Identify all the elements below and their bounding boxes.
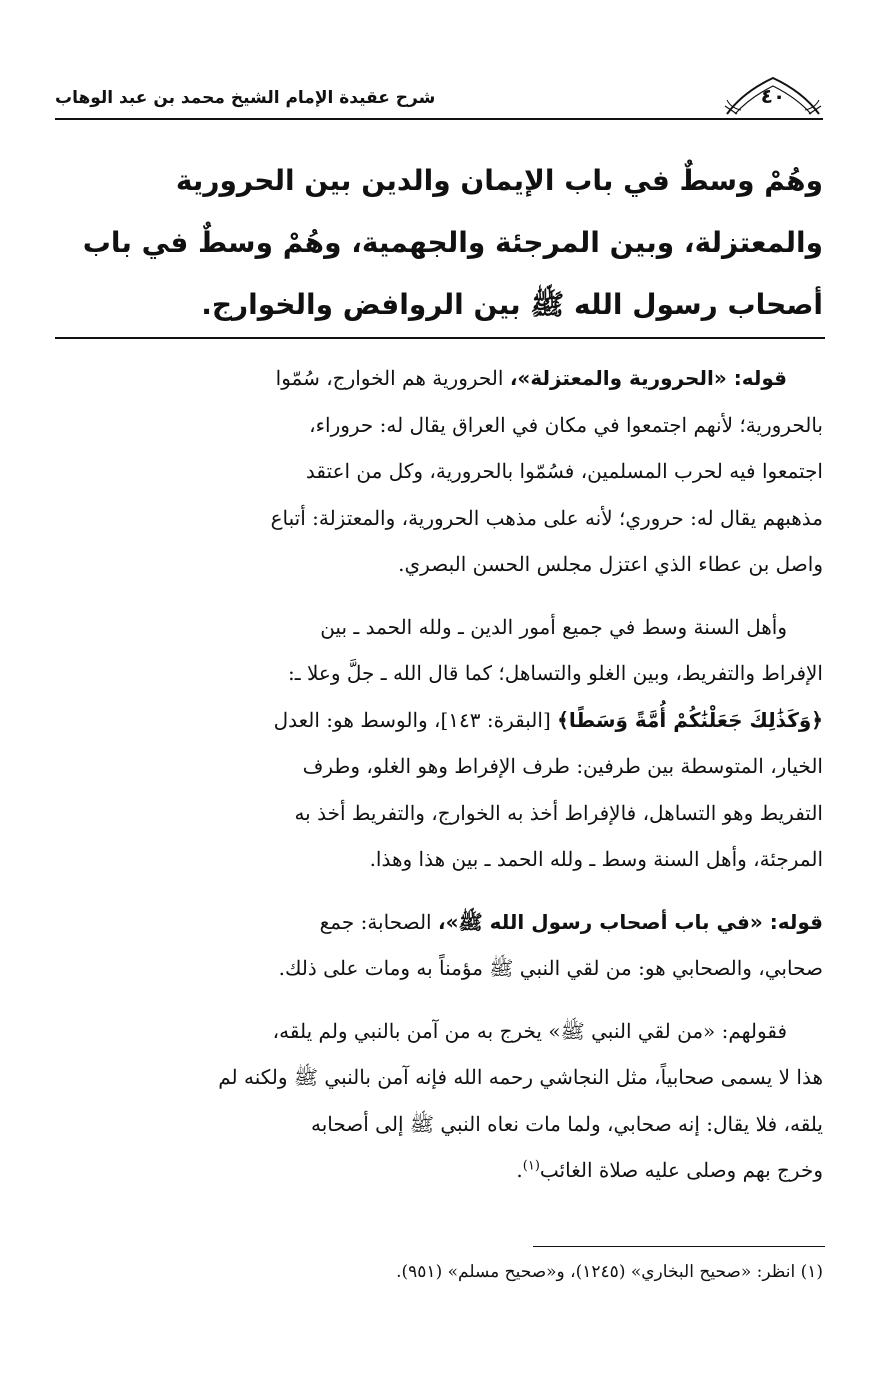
main-text-line: أصحاب رسول الله ﷺ بين الروافض والخوارج.: [201, 288, 823, 321]
paragraph-line: الإفراط والتفريط، وبين الغلو والتساهل؛ كما قال الله ـ جلَّ وعلا ـ:: [288, 661, 823, 685]
commentary-paragraph-2: [53, 604, 823, 883]
paragraph-line: المرجئة، وأهل السنة وسط ـ ولله الحمد ـ بين هذا وهذا.: [369, 847, 823, 871]
commentary-block: [53, 355, 823, 1210]
paragraph-text: الصحابة: جمع: [319, 909, 438, 934]
paragraph-line: اجتمعوا فيه لحرب المسلمين، فسُمّوا بالحرورية، وكل من اعتقد: [305, 459, 823, 483]
running-title: شرح عقيدة الإمام الشيخ محمد بن عبد الوهاب: [55, 88, 436, 108]
paragraph-line: [53, 1147, 823, 1194]
paragraph-line: [53, 697, 823, 744]
paragraph-text: .: [516, 1158, 523, 1182]
quoted-term: قوله: «الحرورية والمعتزلة»،: [509, 366, 787, 390]
paragraph-text: [البقرة: ١٤٣]، والوسط هو: العدل: [273, 707, 558, 732]
page-number-badge: [723, 70, 823, 116]
paragraph-line: [53, 355, 823, 402]
page-header: [55, 70, 823, 120]
paragraph-line: هذا لا يسمى صحابياً، مثل النجاشي رحمه الله فإنه آمن بالنبي ﷺ ولكنه لم: [218, 1065, 823, 1089]
paragraph-line: بالحرورية؛ لأنهم اجتمعوا في مكان في العراق يقال له: حروراء،: [309, 412, 823, 437]
paragraph-text: وخرج بهم وصلى عليه صلاة الغائب: [539, 1158, 823, 1182]
paragraph-line: صحابي، والصحابي هو: من لقي النبي ﷺ مؤمناً به ومات على ذلك.: [278, 956, 823, 980]
main-text-line: وهُمْ وسطٌ في باب الإيمان والدين بين الحرورية: [175, 164, 823, 197]
paragraph-line: الخيار، المتوسطة بين طرفين: طرف الإفراط وهو الغلو، وطرف: [302, 754, 823, 778]
commentary-paragraph-1: [53, 355, 823, 588]
main-text-line: والمعتزلة، وبين المرجئة والجهمية، وهُمْ وسطٌ في باب: [82, 226, 823, 259]
paragraph-line: يلقه، فلا يقال: إنه صحابي، ولما مات نعاه النبي ﷺ إلى أصحابه: [310, 1111, 823, 1136]
paragraph-line: واصل بن عطاء الذي اعتزل مجلس الحسن البصري.: [398, 552, 823, 576]
paragraph-line: مذهبهم يقال له: حروري؛ لأنه على مذهب الحرورية، والمعتزلة: أتباع: [270, 505, 823, 530]
quran-verse: ﴿وَكَذَٰلِكَ جَعَلْنَٰكُمْ أُمَّةً وَسَطًا﴾: [557, 707, 823, 732]
paragraph-line: فقولهم: «من لقي النبي ﷺ» يخرج به من آمن بالنبي ولم يلقه،: [272, 1018, 787, 1043]
commentary-paragraph-4: [53, 1008, 823, 1194]
quoted-term: قوله: «في باب أصحاب رسول الله ﷺ»،: [437, 909, 823, 934]
header-divider: [55, 118, 823, 120]
section-divider: [55, 337, 825, 339]
paragraph-text: الحرورية هم الخوارج، سُمّوا: [275, 366, 510, 390]
paragraph-line: التفريط وهو التساهل، فالإفراط أخذ به الخوارج، والتفريط أخذ به: [294, 800, 823, 825]
footnote: (١) انظر: «صحيح البخاري» (١٢٤٥)، و«صحيح مسلم» (٩٥١).: [396, 1262, 823, 1282]
commentary-paragraph-3: [53, 899, 823, 992]
page-number: ٤٠: [760, 84, 786, 108]
paragraph-line: [53, 899, 823, 946]
footnote-divider: [533, 1246, 825, 1247]
paragraph-line: وأهل السنة وسط في جميع أمور الدين ـ ولله الحمد ـ بين: [320, 614, 787, 639]
footnote-reference[interactable]: (١): [522, 1158, 540, 1174]
main-text-block: [53, 150, 823, 336]
